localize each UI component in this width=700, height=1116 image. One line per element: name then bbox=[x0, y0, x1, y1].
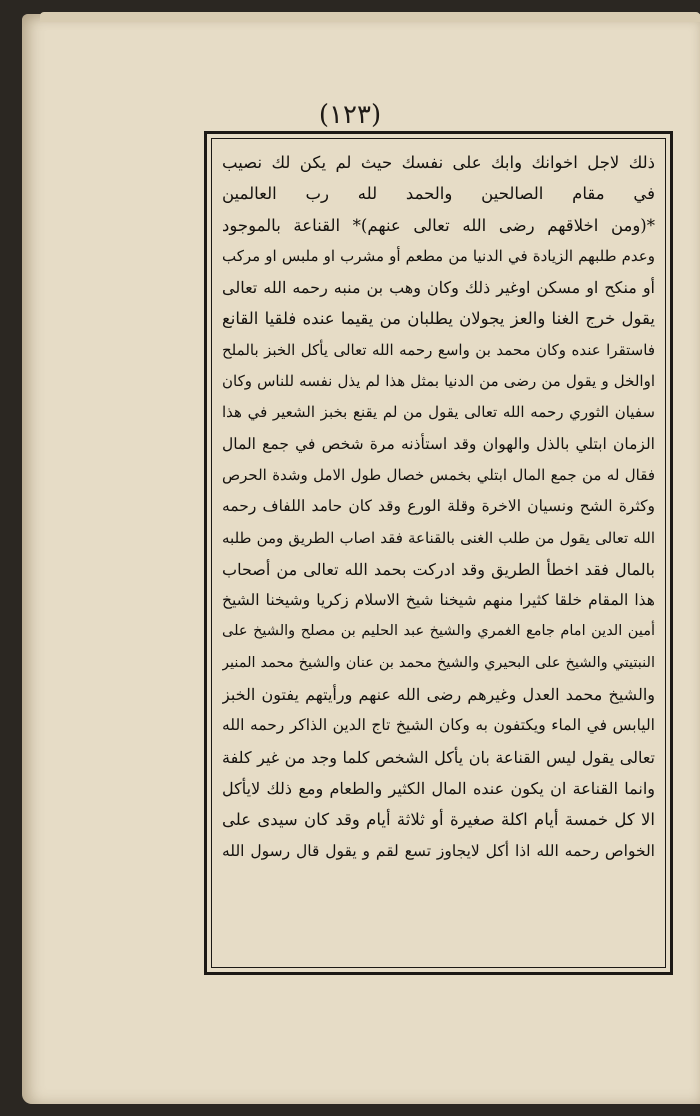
text-line: وعدم طلبهم الزيادة في الدنيا من مطعم أو مشرب او ملبس او مركب bbox=[222, 246, 655, 265]
text-line: فاستقرا عنده وكان محمد بن واسع رحمه الله تعالى يأكل الخبز بالملح bbox=[222, 340, 655, 359]
text-line: *(ومن اخلاقهم رضى الله تعالى عنهم)* القناعة بالموجود bbox=[222, 215, 655, 235]
text-line: اليابس في الماء ويكتفون به وكان الشيخ تاج الدين الذاكر رحمه الله bbox=[222, 716, 655, 735]
text-line: الا كل خمسة أيام اكلة صغيرة أو ثلاثة أيام وقد كان سيدى على bbox=[222, 810, 655, 830]
text-line: الزمان ابتلي بالذل والهوان وقد استأذنه مرة شخص في جمع المال bbox=[222, 434, 655, 453]
text-line: فقال له من جمع المال ابتلي بخمس خصال طول الامل وشدة الحرص bbox=[222, 465, 655, 484]
text-line: الخواص رحمه الله اذا أكل لايجاوز تسع لقم و يقول قال رسول الله bbox=[222, 841, 655, 860]
text-line: أو منكح او مسكن اوغير ذلك وكان وهب بن منبه رحمه الله تعالى bbox=[222, 278, 655, 298]
text-line: بالمال فقد اخطأ الطريق وقد ادركت بحمد الله تعالى من أصحاب bbox=[222, 559, 655, 579]
text-line: والشيخ محمد العدل وغيرهم رضى الله عنهم ورأيتهم يفتون الخبز bbox=[222, 685, 655, 705]
text-line: سفيان الثوري رحمه الله تعالى يقول من لم يقنع بخبز الشعير في هذا bbox=[222, 403, 655, 422]
text-line: النبتيتي والشيخ على البحيري والشيخ محمد بن عنان والشيخ محمد المنير bbox=[222, 654, 655, 671]
text-line: هذا المقام خلقا كثيرا منهم شيخنا شيخ الاسلام زكريا وشيخنا الشيخ bbox=[222, 591, 655, 610]
text-line: ذلك لاجل اخوانك وابك على نفسك حيث لم يكن لك نصيب bbox=[222, 153, 655, 172]
text-line: وانما القناعة ان يكون عنده المال الكثير والطعام ومع ذلك لايأكل bbox=[222, 778, 655, 798]
text-line: الله تعالى يقول من طلب الغنى بالقناعة فقد اصاب الطريق ومن طلبه bbox=[222, 528, 655, 547]
text-block bbox=[222, 147, 655, 867]
text-line: يقول خرج الغنا والعز يجولان يطلبان من يقيما عنده فلقيا القانع bbox=[222, 309, 655, 329]
text-line: أمين الدين امام جامع الغمري والشيخ عبد الحليم بن مصلح والشيخ على bbox=[222, 623, 655, 640]
text-line: في مقام الصالحين والحمد لله رب العالمين bbox=[222, 184, 655, 204]
text-line: تعالى يقول ليس القناعة بان يأكل الشخص كلما وجد من غير كلفة bbox=[222, 747, 655, 767]
page-edge bbox=[40, 12, 700, 22]
text-line: اوالخل و يقول من رضى من الدنيا بمثل هذا لم يذل نفسه للناس وكان bbox=[222, 372, 655, 391]
text-frame bbox=[211, 138, 666, 968]
text-line: وكثرة الشح ونسيان الاخرة وقلة الورع وقد كان حامد اللفاف رحمه bbox=[222, 497, 655, 516]
page-number: (١٢٣) bbox=[318, 100, 382, 130]
